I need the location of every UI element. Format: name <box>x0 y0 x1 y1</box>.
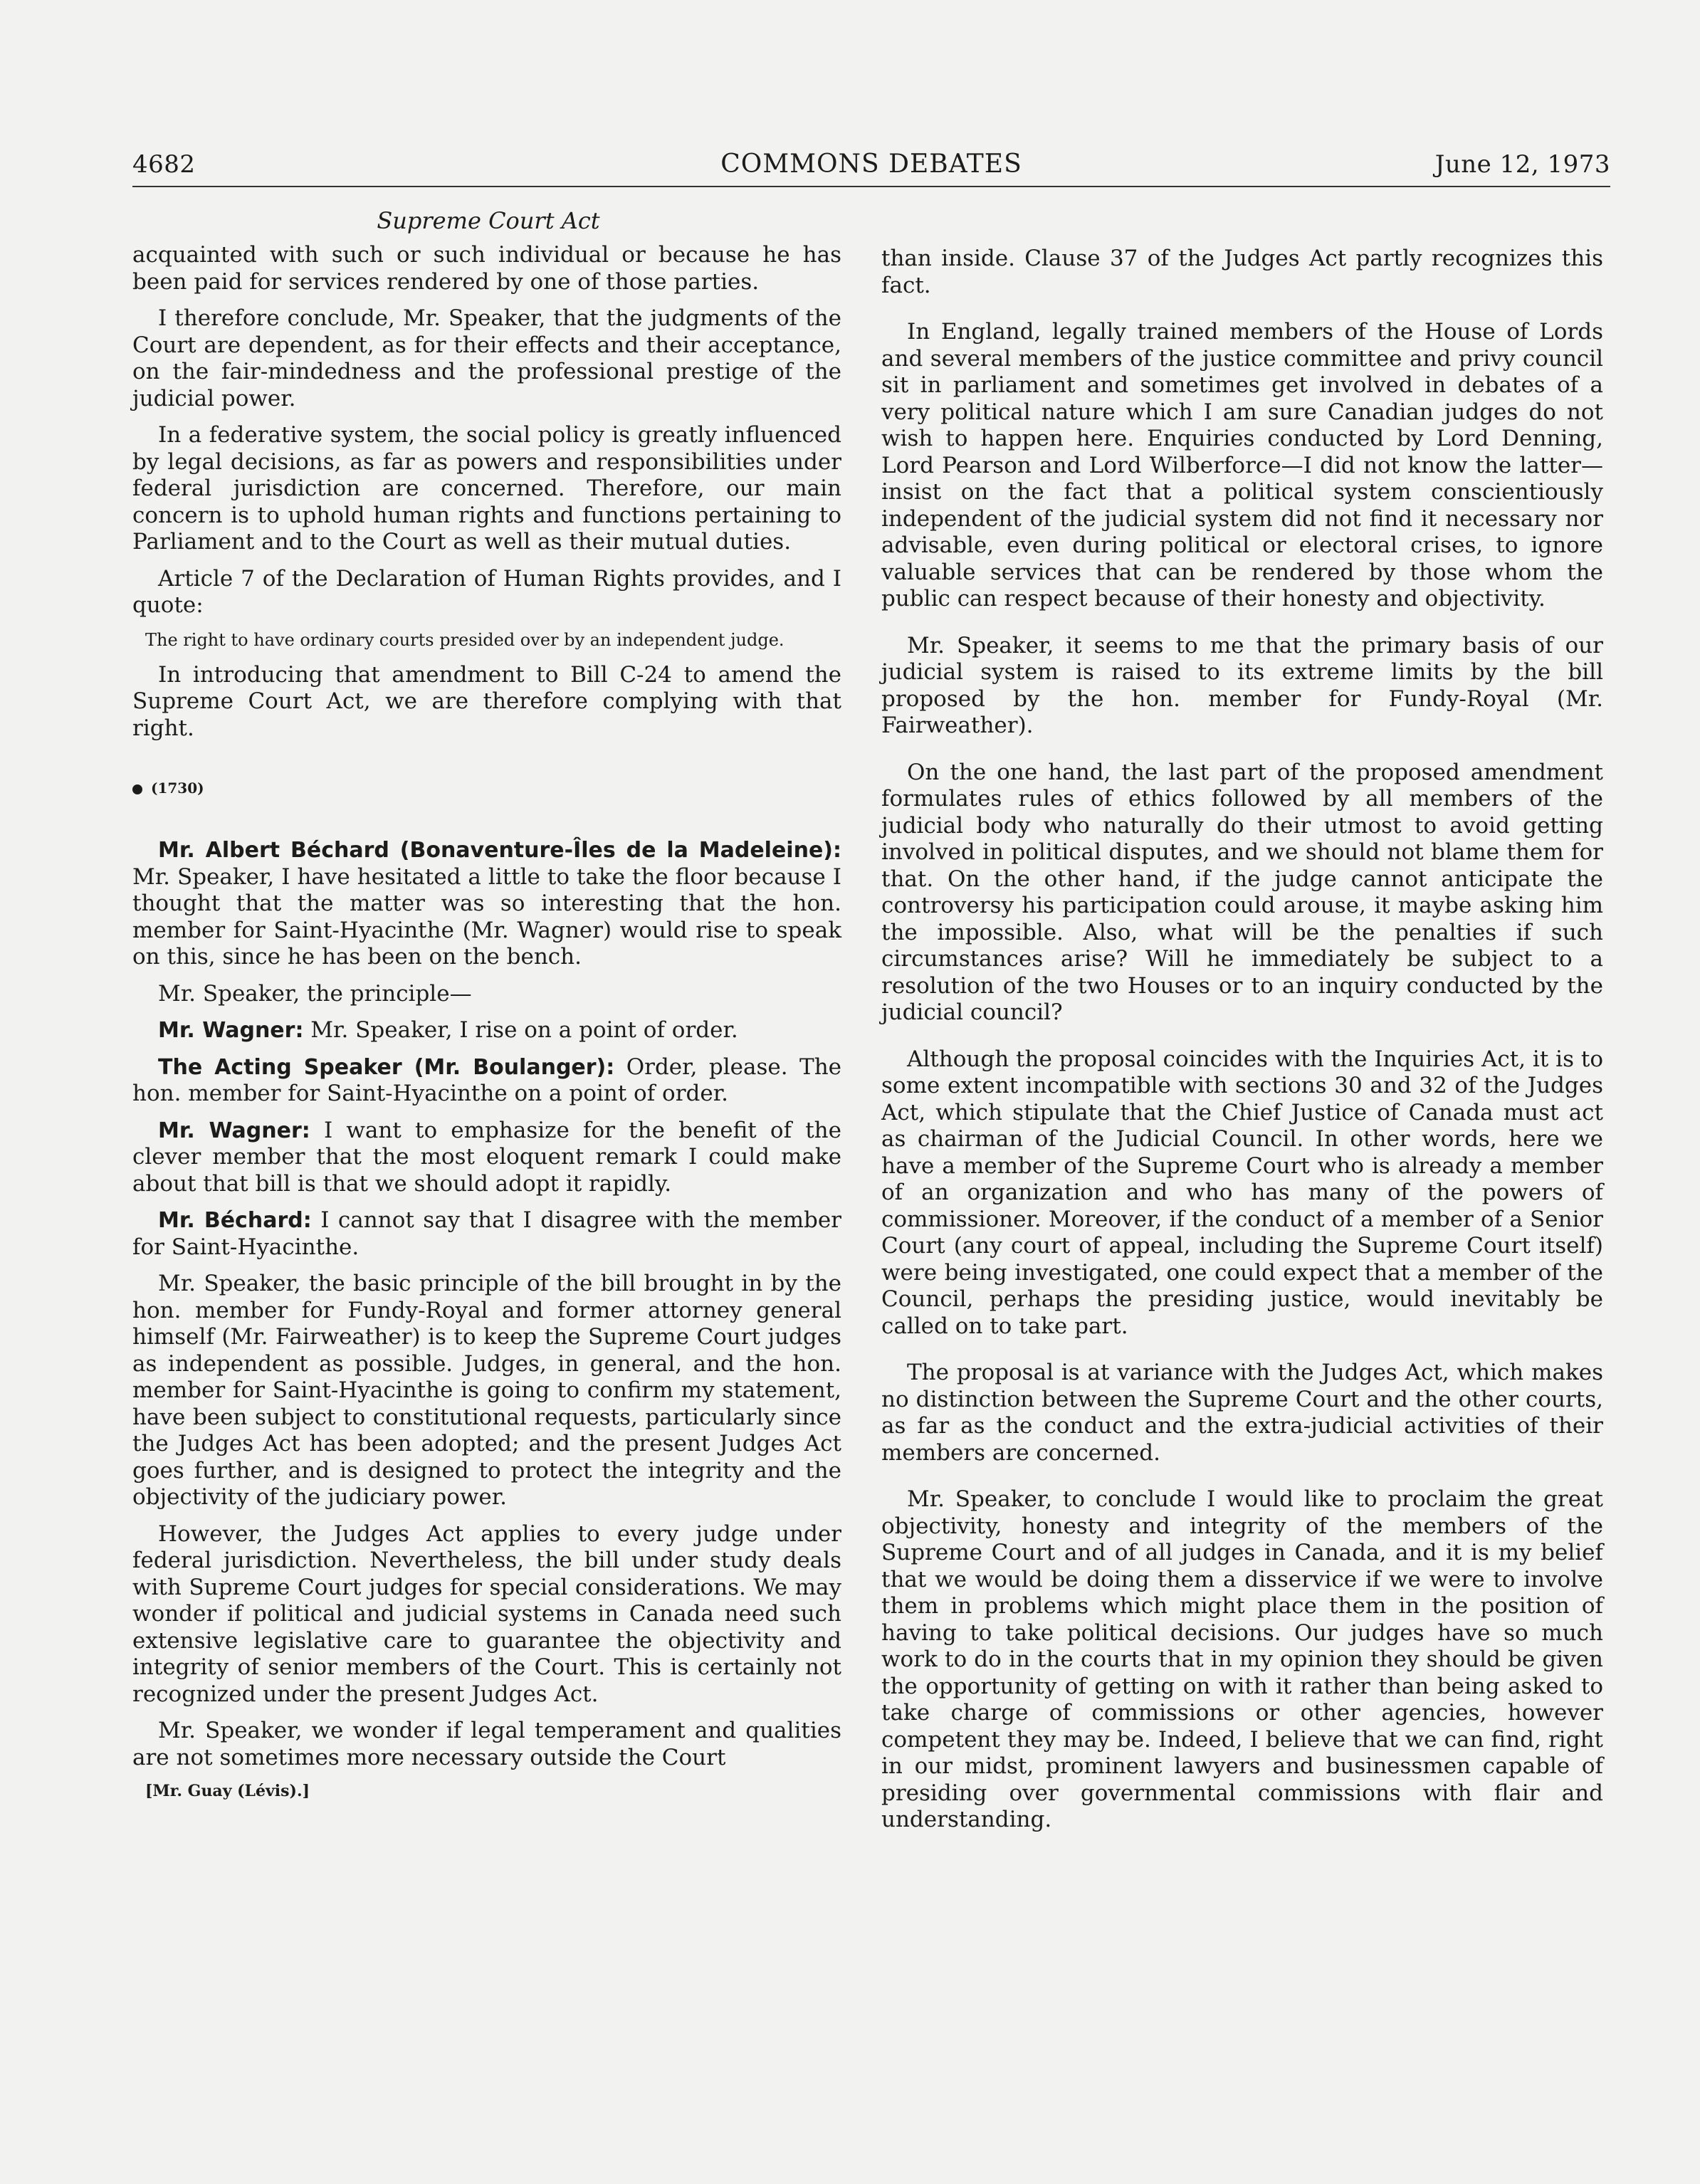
bullet-icon <box>132 784 142 794</box>
right-column <box>881 246 1603 1844</box>
speaker-footnote: [Mr. Guay (Lévis).] <box>145 1782 310 1800</box>
section-subtitle: Supreme Court Act <box>377 207 600 234</box>
speech-paragraph <box>132 837 841 971</box>
paragraph: In a federative system, the social policy is greatly influenced by legal decisions, as far as powers and responsibilities under federal jurisdiction are concerned. Therefore, our main concern is to uphold human rights and functions pertaining to Parliament and to the Court as well as their mutual duties. <box>132 422 841 555</box>
speaker-name: Mr. Wagner: <box>158 1018 304 1043</box>
speech-text: I want to emphasize for the benefit of the clever member that the most eloquent remark I could make about that bill is that we should adopt it rapidly. <box>132 1117 841 1197</box>
page-date: June 12, 1973 <box>1434 150 1610 179</box>
paragraph: Mr. Speaker, the basic principle of the bill brought in by the hon. member for Fundy-Royal and former attorney general himself (Mr. Fairweather) is to keep the Supreme Court judges as independent as possible. Judges, in general, and the hon. member for Saint-Hyacinthe is going to confirm my statement, have been subject to constitutional requests, particularly since the Judges Act has been adopted; and the present Judges Act goes further, and is designed to protect the integrity and the objectivity of the judiciary power. <box>132 1271 841 1510</box>
paragraph: acquainted with such or such individual or because he has been paid for services rendered by one of those parties. <box>132 242 841 295</box>
paragraph: In introducing that amendment to Bill C-24 to amend the Supreme Court Act, we are therefore complying with that right. <box>132 661 841 741</box>
paragraph: Mr. Speaker, it seems to me that the primary basis of our judicial system is raised to its extreme limits by the bill proposed by the hon. member for Fundy-Royal (Mr. Fairweather). <box>881 632 1603 738</box>
page-header <box>132 146 1610 187</box>
speaker-name: Mr. Albert Béchard (Bonaventure-Îles de la Madeleine): <box>158 838 841 863</box>
left-column <box>132 242 841 1801</box>
paragraph: The proposal is at variance with the Judges Act, which makes no distinction between the Supreme Court and the other courts, as far as the conduct and the extra-judicial activities of their members are concerned. <box>881 1360 1603 1466</box>
speaker-name: Mr. Béchard: <box>158 1208 312 1233</box>
speech-text: I cannot say that I disagree with the member for Saint-Hyacinthe. <box>132 1207 842 1260</box>
speech-paragraph <box>132 1207 841 1261</box>
block-quote: The right to have ordinary courts presided over by an independent judge. <box>145 629 785 650</box>
speaker-name: Mr. Wagner: <box>158 1118 310 1143</box>
paragraph: Mr. Speaker, we wonder if legal temperament and qualities are not sometimes more necessary outside the Court <box>132 1718 841 1770</box>
paragraph: than inside. Clause 37 of the Judges Act partly recognizes this fact. <box>881 246 1603 298</box>
speaker-name: The Acting Speaker (Mr. Boulanger): <box>158 1054 615 1080</box>
timestamp: (1730) <box>151 779 204 797</box>
speech-paragraph <box>132 1054 841 1108</box>
paragraph: In England, legally trained members of the House of Lords and several members of the justice committee and privy council sit in parliament and sometimes get involved in debates of a very political nature which I am sure Canadian judges do not wish to happen here. Enquiries conducted by Lord Denning, Lord Pearson and Lord Wilberforce—I did not know the latter—insist on the fact that a political system conscientiously independent of the judicial system did not find it necessary nor advisable, even during political or electoral crises, to ignore valuable services that can be rendered by those whom the public can respect because of their honesty and objectivity. <box>881 319 1603 611</box>
paragraph: Mr. Speaker, the principle— <box>158 980 472 1007</box>
timestamp-marker <box>132 779 841 797</box>
speech-text: Mr. Speaker, I have hesitated a little to take the floor because I thought that the matter was so interesting that the hon. member for Saint-Hyacinthe (Mr. Wagner) would rise to speak on this, since he has been on the bench. <box>132 863 841 970</box>
paragraph: Although the proposal coincides with the Inquiries Act, it is to some extent incompatible with sections 30 and 32 of the Judges Act, which stipulate that the Chief Justice of Canada must act as chairman of the Judicial Council. In other words, here we have a member of the Supreme Court who is already a member of an organization and who has many of the powers of commissioner. Moreover, if the conduct of a member of a Senior Court (any court of appeal, including the Supreme Court itself) were being investigated, one could expect that a member of the Council, perhaps the presiding justice, would inevitably be called on to take part. <box>881 1046 1603 1339</box>
speech-paragraph <box>132 1118 841 1198</box>
paragraph: Article 7 of the Declaration of Human Rights provides, and I quote: <box>132 565 841 618</box>
paragraph: However, the Judges Act applies to every judge under federal jurisdiction. Nevertheless, the bill under study deals with Supreme Court judges for special considerations. We may wonder if political and judicial systems in Canada need such extensive legislative care to guarantee the objectivity and integrity of senior members of the Court. This is certainly not recognized under the present Judges Act. <box>132 1521 841 1707</box>
paragraph: Mr. Speaker, to conclude I would like to proclaim the great objectivity, honesty and integrity of the members of the Supreme Court and of all judges in Canada, and it is my belief that we would be doing them a disservice if we were to involve them in problems which might place them in the position of having to take political decisions. Our judges have so much work to do in the courts that in my opinion they should be given the opportunity of getting on with it rather than being asked to take charge of commissions or other agencies, however competent they may be. Indeed, I believe that we can find, right in our midst, prominent lawyers and businessmen capable of presiding over governmental commissions with flair and understanding. <box>881 1486 1603 1832</box>
publication-title: COMMONS DEBATES <box>720 149 1022 179</box>
speech-paragraph <box>132 1017 841 1044</box>
page-number: 4682 <box>132 150 196 179</box>
paragraph: On the one hand, the last part of the proposed amendment formulates rules of ethics followed by all members of the judicial body who naturally do their utmost to avoid getting involved in political disputes, and we should not blame them for that. On the other hand, if the judge cannot anticipate the controversy his participation could arouse, it maybe asking him the impossible. Also, what will be the penalties if such circumstances arise? Will he immediately be subject to a resolution of the two Houses or to an inquiry conducted by the judicial council? <box>881 759 1603 1025</box>
speech-text: Order, please. The hon. member for Saint-Hyacinthe on a point of order. <box>132 1054 842 1106</box>
speech-text: Mr. Speaker, I rise on a point of order. <box>303 1017 738 1043</box>
paragraph: I therefore conclude, Mr. Speaker, that the judgments of the Court are dependent, as for their effects and their acceptance, on the fair-mindedness and the professional prestige of the judicial power. <box>132 305 841 411</box>
